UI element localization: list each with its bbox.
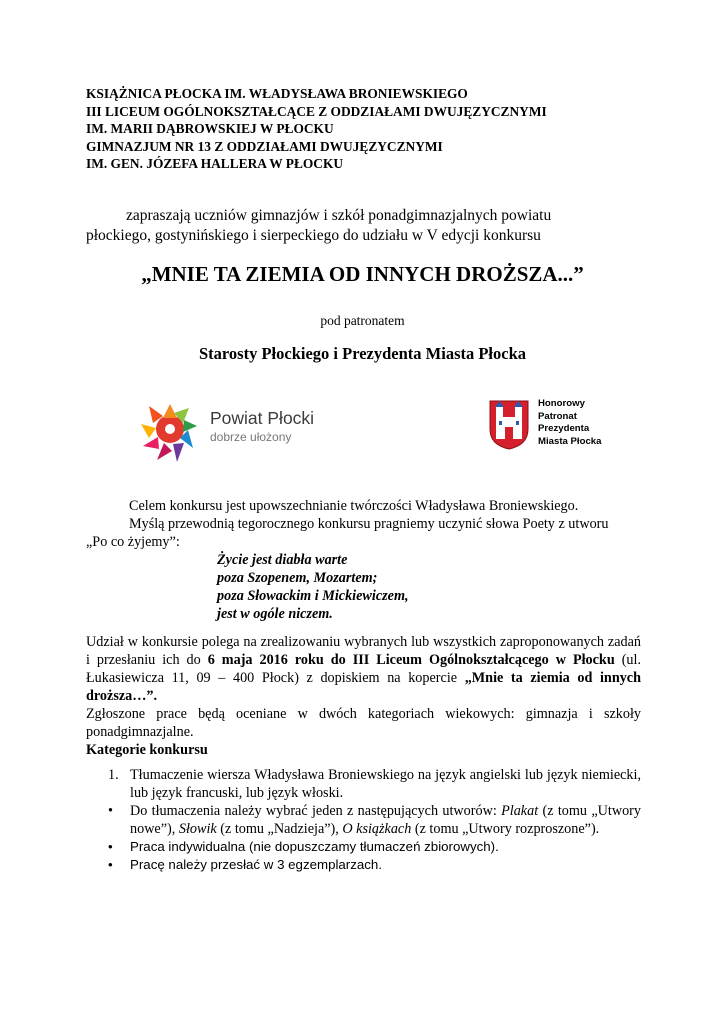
bullet-icon: • (108, 857, 113, 872)
poem-line: poza Słowackim i Mickiewiczem, (217, 588, 409, 604)
contest-title: „MNIE TA ZIEMIA OD INNYCH DROŻSZA...” (141, 262, 584, 286)
poem-title: Słowik (178, 821, 217, 837)
goal-line-1: Celem konkursu jest upowszechnianie twórczości Władysława Broniewskiego. (129, 498, 579, 514)
header-line: III LICEUM OGÓLNOKSZTAŁCĄCE Z ODDZIAŁAMI DWUJĘZYCZNYMI (86, 103, 547, 119)
patronage-text-line: Prezydenta (538, 423, 590, 435)
header-line: IM. MARII DĄBROWSKIEJ W PŁOCKU (86, 121, 334, 137)
list-item: 1. Tłumaczenie wiersza Władysława Broniewskiego na język angielski lub język niemiecki, lub język francuski, lub język włoski. (108, 767, 641, 801)
powiat-bird-icon (137, 396, 203, 466)
categories-heading: Kategorie konkursu (86, 742, 208, 758)
categories-list (86, 766, 641, 874)
invitation-line-2: płockiego, gostynińskiego i sierpeckiego do udziału w V edycji konkursu (86, 227, 541, 244)
deadline-text: 6 maja 2016 roku do III Liceum Ogólnokształcącego w Płocku (207, 652, 615, 668)
poem-line: poza Szopenem, Mozartem; (217, 570, 378, 586)
powiat-plocki-logo (137, 396, 337, 468)
participation-rules (86, 633, 641, 759)
patronage-text-line: Patronat (538, 410, 577, 422)
patronage-text-line: Honorowy (538, 398, 585, 409)
poem-quote (217, 551, 641, 623)
poem-line: Życie jest diabła warte (217, 552, 348, 568)
patronage-label: pod patronatem (320, 313, 405, 328)
evaluation-paragraph: Zgłoszone prace będą oceniane w dwóch kategoriach wiekowych: gimnazja i szkoły ponadgimnazjalne. (86, 706, 641, 740)
goal-line-2: Myślą przewodnią tegorocznego konkursu pragniemy uczynić słowa Poety z utworu (129, 516, 609, 532)
item-number: 1. (108, 767, 119, 783)
plock-crest-icon (488, 397, 530, 451)
goal-line-3: „Po co żyjemy”: (86, 534, 180, 550)
bullet-icon: • (108, 839, 113, 854)
poem-line: jest w ogóle niczem. (217, 606, 333, 622)
honorary-patronage-logo (488, 397, 602, 453)
patronage-text (538, 398, 601, 448)
contest-goal (86, 497, 641, 623)
poem-title: Plakat (501, 803, 539, 819)
submission-paragraph: Udział w konkursie polega na zrealizowaniu wybranych lub wszystkich zaproponowanych zadań i przesłaniu ich do 6 maja 2016 roku do III Liceum Ogólnokształcącego w Płocku (ul. Łukasiewicza 11, 09 – 400 Płock) z dopiskiem na kopercie „Mnie ta ziemia od innych droższa…”. (86, 634, 642, 704)
powiat-logo-tagline: dobrze ułożony (210, 430, 292, 444)
header-organizers (86, 85, 547, 173)
list-item: • Pracę należy przesłać w 3 egzemplarzach. (108, 857, 383, 872)
envelope-note: „Mnie ta ziemia od innych droższa…”. (86, 670, 641, 704)
header-line: KSIĄŻNICA PŁOCKA IM. WŁADYSŁAWA BRONIEWSKIEGO (86, 86, 468, 101)
patronage-text-line: Miasta Płocka (538, 435, 602, 447)
list-item: • Do tłumaczenia należy wybrać jeden z następujących utworów: Plakat (z tomu „Utwory nowe”), Słowik (z tomu „Nadzieja”), O książkach (z tomu „Utwory rozproszone”). (108, 803, 641, 837)
bullet-icon: • (108, 803, 113, 819)
invitation-text (86, 206, 641, 246)
patrons-heading: Starosty Płockiego i Prezydenta Miasta Płocka (198, 344, 527, 363)
header-line: IM. GEN. JÓZEFA HALLERA W PŁOCKU (86, 156, 344, 172)
powiat-logo-name: Powiat Płocki (210, 408, 315, 428)
list-item: • Praca indywidualna (nie dopuszczamy tłumaczeń zbiorowych). (108, 839, 499, 854)
header-line: GIMNAZJUM NR 13 Z ODDZIAŁAMI DWUJĘZYCZNYMI (86, 138, 443, 154)
poem-title: O książkach (342, 821, 412, 837)
invitation-line-1: zapraszają uczniów gimnazjów i szkół ponadgimnazjalnych powiatu (126, 207, 552, 224)
